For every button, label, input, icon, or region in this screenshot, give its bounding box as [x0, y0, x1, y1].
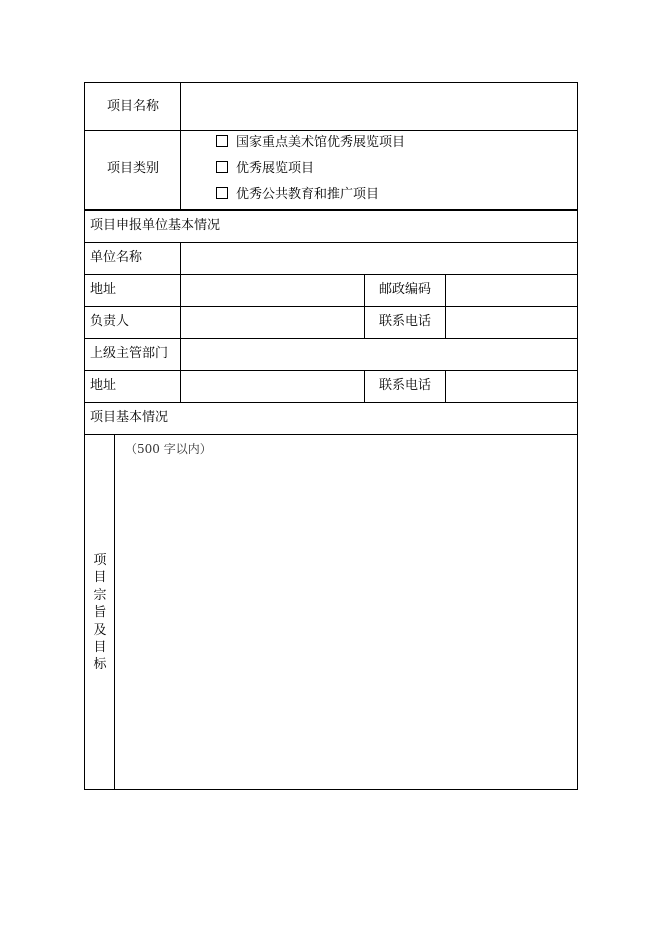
phone-label: 联系电话 [379, 314, 432, 329]
checkbox-icon[interactable] [216, 187, 228, 199]
supervisor-dept-label: 上级主管部门 [90, 346, 169, 361]
supervisor-phone-field[interactable] [447, 372, 576, 401]
supervisor-address-label: 地址 [90, 378, 117, 393]
category-option-education[interactable] [216, 187, 379, 203]
supervisor-phone-label: 联系电话 [379, 378, 432, 393]
row-divider [85, 306, 577, 307]
column-divider [114, 435, 115, 789]
address-field[interactable] [182, 276, 363, 305]
column-divider [364, 275, 365, 339]
purpose-hint: （500 字以内） [125, 442, 212, 456]
project-name-field[interactable] [182, 84, 576, 129]
column-divider [445, 275, 446, 339]
column-divider [445, 371, 446, 403]
column-divider [364, 371, 365, 403]
category-option-label: 优秀公共教育和推广项目 [236, 187, 380, 202]
unit-name-field[interactable] [182, 244, 576, 273]
purpose-label-char: 项 [93, 553, 107, 568]
row-divider [85, 434, 577, 435]
purpose-label [89, 552, 111, 674]
supervisor-dept-field[interactable] [182, 340, 576, 369]
person-label: 负责人 [90, 314, 130, 329]
row-divider [85, 370, 577, 371]
row-divider [85, 338, 577, 339]
project-name-label: 项目名称 [107, 99, 160, 114]
checkbox-icon[interactable] [216, 135, 228, 147]
column-divider [180, 243, 181, 403]
application-form [84, 82, 578, 790]
row-divider [85, 209, 577, 211]
phone-field[interactable] [447, 308, 576, 337]
purpose-label-char: 及 [93, 622, 107, 638]
purpose-textarea[interactable] [116, 459, 576, 788]
basic-info-section-title: 项目基本情况 [90, 410, 169, 425]
applicant-section-title: 项目申报单位基本情况 [90, 218, 221, 233]
row-divider [85, 130, 577, 131]
category-option-label: 国家重点美术馆优秀展览项目 [236, 135, 406, 150]
category-option-label: 优秀展览项目 [236, 161, 315, 176]
postcode-label: 邮政编码 [379, 282, 432, 297]
project-category-label: 项目类别 [107, 161, 160, 176]
address-label: 地址 [90, 282, 117, 297]
purpose-label-char: 宗 [93, 587, 107, 603]
row-divider [85, 242, 577, 243]
unit-name-label: 单位名称 [90, 250, 143, 265]
column-divider [180, 83, 181, 210]
purpose-label-char: 旨 [93, 605, 107, 621]
purpose-label-char: 标 [93, 657, 107, 673]
postcode-field[interactable] [447, 276, 576, 305]
person-field[interactable] [182, 308, 363, 337]
purpose-label-char: 目 [93, 570, 107, 586]
checkbox-icon[interactable] [216, 161, 228, 173]
row-divider [85, 402, 577, 403]
category-option-exhibition[interactable] [216, 161, 314, 177]
row-divider [85, 274, 577, 275]
category-option-key-museum[interactable] [216, 135, 405, 151]
purpose-label-char: 目 [93, 640, 107, 656]
supervisor-address-field[interactable] [182, 372, 363, 401]
